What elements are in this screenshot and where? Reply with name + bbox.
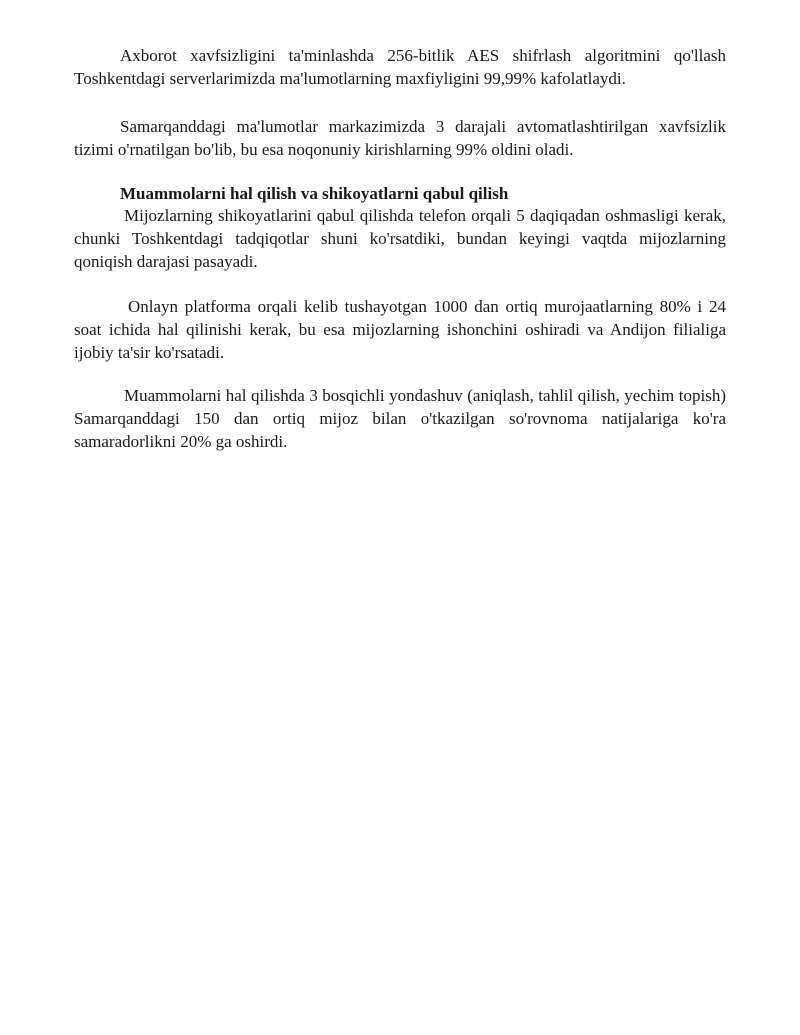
- paragraph-three-step-approach: Muammolarni hal qilishda 3 bosqichli yondashuv (aniqlash, tahlil qilish, yechim topish) Samarqanddagi 150 dan ortiq mijoz bilan o'tkazilgan so'rovnoma natijalariga ko'ra samaradorlikni 20% ga oshirdi.: [74, 386, 726, 451]
- paragraph-security-system: Samarqanddagi ma'lumotlar markazimizda 3 darajali avtomatlashtirilgan xavfsizlik tizimi o'rnatilgan bo'lib, bu esa noqonuniy kirishlarning 99% oldini oladi.: [74, 117, 726, 159]
- section-heading: Muammolarni hal qilish va shikoyatlarni qabul qilish: [120, 184, 509, 203]
- paragraph-aes-encryption: Axborot xavfsizligini ta'minlashda 256-bitlik AES shifrlash algoritmini qo'llash Toshkentdagi serverlarimizda ma'lumotlarning maxfiyligini 99,99% kafolatlaydi.: [74, 46, 726, 88]
- paragraph-online-requests: Onlayn platforma orqali kelib tushayotgan 1000 dan ortiq murojaatlarning 80% i 24 soat ichida hal qilinishi kerak, bu esa mijozlarning ishonchini oshiradi va Andijon filialiga ijobiy ta'sir ko'rsatadi.: [74, 297, 726, 362]
- document-body: [74, 44, 726, 453]
- paragraph-phone-complaints: Mijozlarning shikoyatlarini qabul qilishda telefon orqali 5 daqiqadan oshmasligi kerak, chunki Toshkentdagi tadqiqotlar shuni ko'rsatdiki, bundan keyingi vaqtda mijozlarning qoniqish darajasi pasayadi.: [74, 206, 726, 271]
